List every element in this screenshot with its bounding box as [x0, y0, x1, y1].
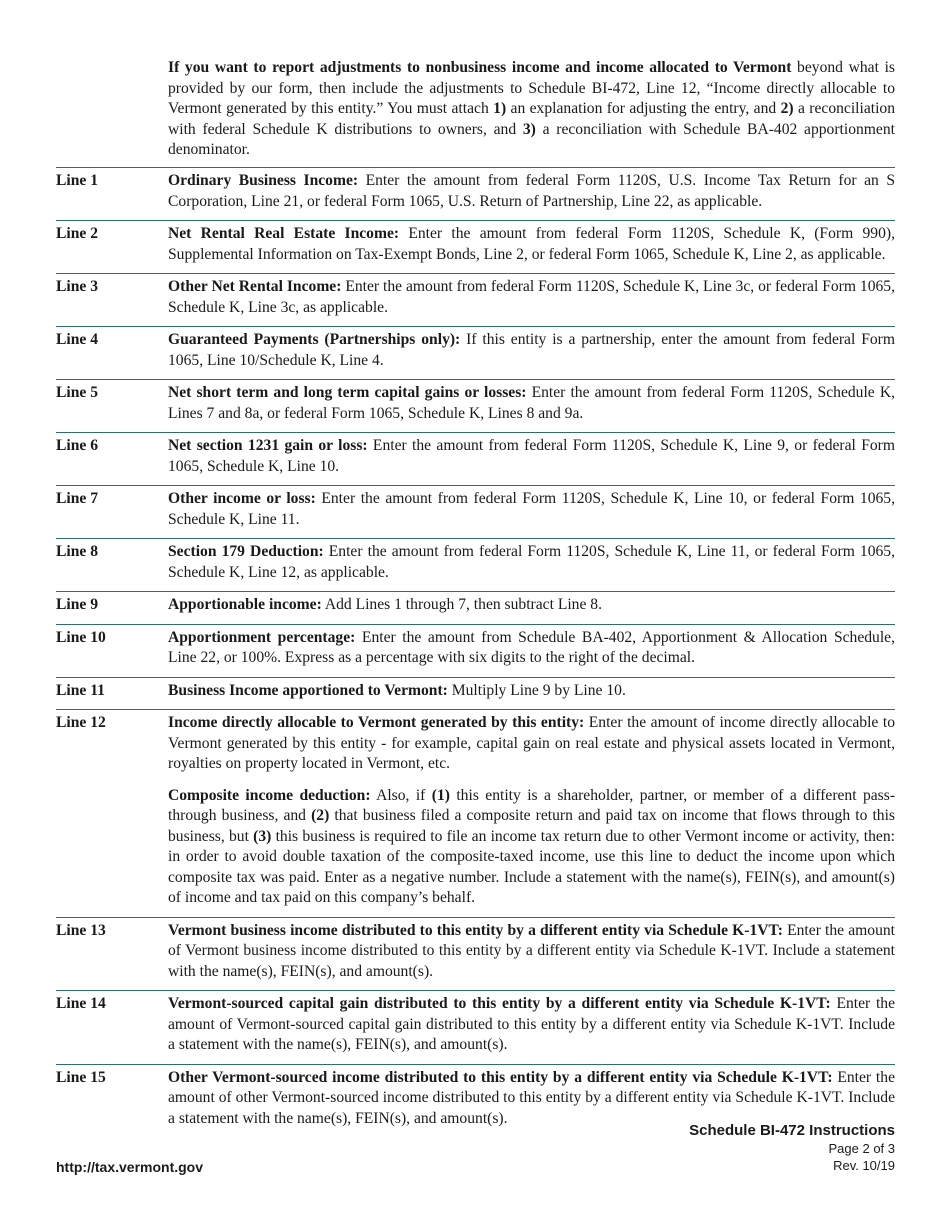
line-text: Enter the amount of other Vermont-sourced income distributed to this entity by a different entity via Schedule K-1VT. Include a statement with the name(s), FEIN(s), and amount(s). [168, 1068, 895, 1127]
intro-num-1: 1) [493, 100, 507, 117]
intro-text-1: beyond what is provided by our form, then include the adjustments to Schedule BI-472, Line 12, “Income directly allocable to Vermont generated by this entity.” You must attach [168, 59, 895, 117]
intro-num-3: 3) [522, 120, 536, 138]
composite-text-2: this entity is a shareholder, partner, or member of a different pass-through business, and [168, 786, 896, 824]
line-row-5 [56, 379, 895, 432]
line-text: Enter the amount of income directly allocable to Vermont generated by this entity - for example, capital gain on real estate and physical assets located in Vermont, royalties on property located in Vermont, etc. [168, 714, 896, 772]
intro-text-4: a reconciliation with Schedule BA-402 apportionment denominator. [168, 120, 895, 158]
footer-doc-info [689, 1121, 895, 1174]
line-body [168, 489, 895, 530]
footer-revision: Rev. 10/19 [833, 1158, 895, 1173]
line-title: Vermont-sourced capital gain distributed to this entity by a different entity via Schedule K-1VT: [168, 995, 831, 1012]
intro-paragraph [168, 58, 895, 161]
line-row-4 [56, 326, 895, 379]
line-text: Add Lines 1 through 7, then subtract Line 8. [321, 596, 602, 613]
intro-text-3: a reconciliation with federal Schedule K distributions to owners, and [168, 100, 896, 138]
line-text: If this entity is a partnership, enter the amount from federal Form 1065, Line 10/Schedule K, Line 4. [168, 331, 895, 369]
footer-website-link[interactable]: http://tax.vermont.gov [56, 1159, 204, 1175]
intro-lead: If you want to report adjustments to nonbusiness income and income allocated to Vermont [168, 59, 792, 76]
line-label: Line 10 [56, 628, 106, 646]
line-row-7 [56, 485, 895, 538]
line-text: Enter the amount from Schedule BA-402, Apportionment & Allocation Schedule, Line 22, or 100%. Express as a percentage with six digits to the right of the decimal. [168, 628, 895, 666]
line-title: Section 179 Deduction: [168, 543, 324, 560]
line-row-8 [56, 538, 895, 591]
line-text: Enter the amount of Vermont business income distributed to this entity by a different entity via Schedule K-1VT. Include a statement with the name(s), FEIN(s), and amount(s). [168, 921, 895, 980]
line-body [168, 277, 895, 318]
line-label: Line 6 [56, 437, 99, 454]
line-label: Line 5 [56, 384, 99, 401]
line-body [168, 994, 895, 1056]
line-text: Enter the amount from federal Form 1120S, Schedule K, Lines 7 and 8a, or federal Form 1065, Schedule K, Lines 8 and 9a. [168, 384, 895, 422]
line-label: Line 11 [56, 681, 105, 699]
line-text: Enter the amount of Vermont-sourced capital gain distributed to this entity by a different entity via Schedule K-1VT. Include a statement with the name(s), FEIN(s), and amount(s). [168, 995, 895, 1053]
line-row-2 [56, 220, 895, 273]
line-text: Enter the amount from federal Form 1120S, Schedule K, Line 9, or federal Form 1065, Schedule K, Line 10. [168, 437, 895, 475]
line-body [168, 1068, 895, 1130]
line-label: Line 14 [56, 995, 106, 1012]
line-title: Vermont business income distributed to this entity by a different entity via Schedule K-1VT: [168, 921, 783, 939]
composite-num-3: (3) [253, 827, 272, 845]
line-text: Enter the amount from federal Form 1120S, U.S. Income Tax Return for an S Corporation, Line 21, or federal Form 1065, U.S. Return of Partnership, Line 22, as applicable. [168, 172, 896, 210]
line-body [168, 436, 895, 477]
line-label: Line 3 [56, 278, 99, 295]
line-row-9 [56, 591, 895, 624]
line-label: Line 8 [56, 543, 99, 560]
line-title: Other income or loss: [168, 490, 316, 507]
line-row-14 [56, 990, 895, 1064]
line-title: Net Rental Real Estate Income: [168, 225, 400, 242]
intro-text-2: an explanation for adjusting the entry, and [506, 100, 781, 117]
line-text: Enter the amount from federal Form 1120S, Schedule K, Line 10, or federal Form 1065, Schedule K, Line 11. [168, 490, 896, 528]
intro-num-2: 2) [780, 100, 794, 117]
composite-text-1: Also, if [370, 786, 432, 804]
line-text: Multiply Line 9 by Line 10. [447, 681, 626, 699]
line-label: Line 15 [56, 1068, 106, 1086]
line-label: Line 7 [56, 490, 99, 507]
line-body [168, 171, 895, 212]
line-body [168, 383, 895, 424]
line-title: Income directly allocable to Vermont generated by this entity: [168, 714, 585, 731]
line-title: Net section 1231 gain or loss: [168, 437, 368, 454]
line-body [168, 713, 895, 909]
line-body [168, 628, 895, 669]
composite-income-paragraph [168, 786, 895, 909]
line-body [168, 595, 895, 616]
line-body [168, 542, 895, 583]
composite-num-1: (1) [431, 786, 450, 804]
line-row-6 [56, 432, 895, 485]
line-label: Line 1 [56, 172, 99, 189]
line-title: Ordinary Business Income: [168, 172, 359, 189]
line-title: Other Vermont-sourced income distributed to this entity by a different entity via Schedule K-1VT: [168, 1068, 833, 1086]
line-title: Business Income apportioned to Vermont: [168, 681, 448, 699]
line-body [168, 681, 895, 702]
line-label: Line 4 [56, 331, 99, 348]
line-row-10 [56, 624, 895, 677]
line-row-1 [56, 167, 895, 220]
footer-doc-title: Schedule BI-472 Instructions [689, 1122, 895, 1139]
composite-text-3: that business filed a composite return and paid tax on income that flows through to this business, but [168, 807, 896, 845]
line-title: Other Net Rental Income: [168, 278, 342, 295]
line-text: Enter the amount from federal Form 1120S, Schedule K, Line 11, or federal Form 1065, Schedule K, Line 12, as applicable. [168, 543, 895, 581]
line-body [168, 921, 895, 983]
line-body [168, 224, 895, 265]
line-instructions [56, 167, 895, 1137]
line-title: Guaranteed Payments (Partnerships only): [168, 331, 461, 348]
composite-text-4: this business is required to file an income tax return due to other Vermont income or activity, then: in order to avoid double taxation of the composite-taxed income, use this line to deduct the income upon which composite tax was paid. Enter as a negative number. Include a statement with the name(s), FEIN(s), and amount(s) of income and tax paid on this company’s behalf. [168, 827, 895, 906]
line-title: Apportionment percentage: [168, 628, 356, 646]
line-label: Line 13 [56, 921, 106, 939]
line-row-13 [56, 917, 895, 991]
footer-page-number: Page 2 of 3 [828, 1141, 895, 1156]
line-title: Apportionable income: [168, 596, 322, 613]
line-row-11 [56, 677, 895, 710]
line-row-3 [56, 273, 895, 326]
line-label: Line 12 [56, 714, 106, 731]
composite-num-2: (2) [311, 807, 330, 824]
line-text: Enter the amount from federal Form 1120S, Schedule K, Line 3c, or federal Form 1065, Schedule K, Line 3c, as applicable. [168, 278, 895, 316]
line-text: Enter the amount from federal Form 1120S, Schedule K, (Form 990), Supplemental Information on Tax-Exempt Bonds, Line 2, or federal Form 1065, Schedule K, Line 2, as applicable. [168, 225, 895, 263]
line-label: Line 2 [56, 225, 99, 242]
line-title: Net short term and long term capital gains or losses: [168, 384, 527, 401]
line-label: Line 9 [56, 596, 99, 613]
composite-title: Composite income deduction: [168, 786, 371, 804]
line-row-12 [56, 709, 895, 917]
line-body [168, 330, 895, 371]
